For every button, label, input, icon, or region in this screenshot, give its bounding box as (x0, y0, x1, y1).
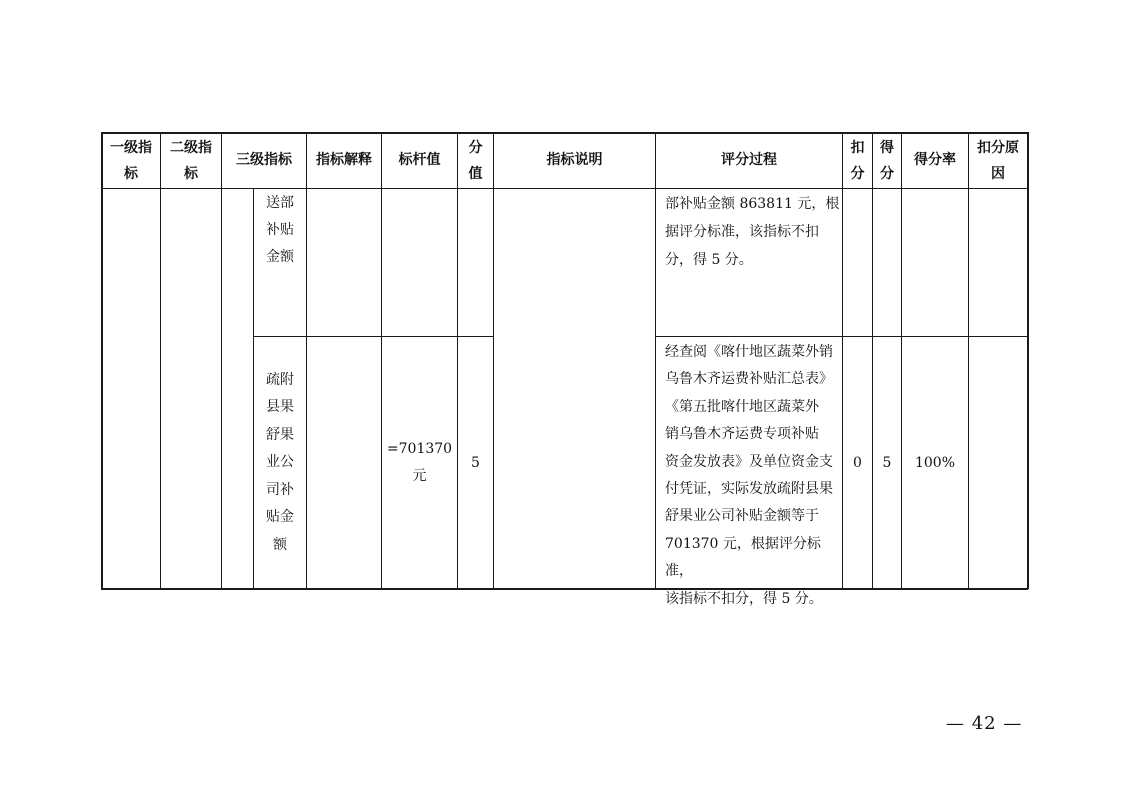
header-deduct: 扣 分 (850, 139, 865, 182)
header-level2: 二级指 标 (170, 139, 212, 182)
row2-benchmark: =701370 元 (386, 441, 453, 484)
row2-obtained: 5 (882, 454, 892, 471)
header-level3: 三级指标 (236, 152, 292, 168)
header-description: 指标说明 (546, 152, 603, 168)
header-level1: 一级指 标 (110, 139, 152, 182)
header-score: 分 值 (468, 139, 483, 182)
header-process: 评分过程 (721, 152, 777, 168)
row1-process: 部补贴金额 863811 元，根 据评分标准，该指标不扣 分，得 5 分。 (665, 196, 840, 268)
header-rate: 得分率 (914, 152, 956, 168)
row2-rate: 100% (914, 454, 956, 471)
page-number: — 42 — (946, 713, 1023, 734)
row2-process: 经查阅《喀什地区蔬菜外销 乌鲁木齐运费补贴汇总表》 《第五批喀什地区蔬菜外 销乌鲁木齐运费专项补贴 资金发放表》及单位资金支 付凭证，实际发放疏附县果 舒果业公司补贴金额等于 701370 元，根据评分标准， 该指标不扣分，得 5 分。 (665, 344, 833, 607)
header-benchmark: 标杆值 (398, 152, 441, 168)
header-reason: 扣分原 因 (977, 139, 1019, 182)
header-explanation: 指标解释 (316, 152, 372, 168)
row2-score: 5 (471, 454, 480, 471)
row1-level3: 送部 补贴 金额 (266, 195, 294, 265)
row2-deduct: 0 (853, 454, 862, 471)
row2-level3: 疏附 县果 舒果 业公 司补 贴金 额 (266, 371, 294, 553)
header-obtained: 得 分 (880, 139, 894, 182)
